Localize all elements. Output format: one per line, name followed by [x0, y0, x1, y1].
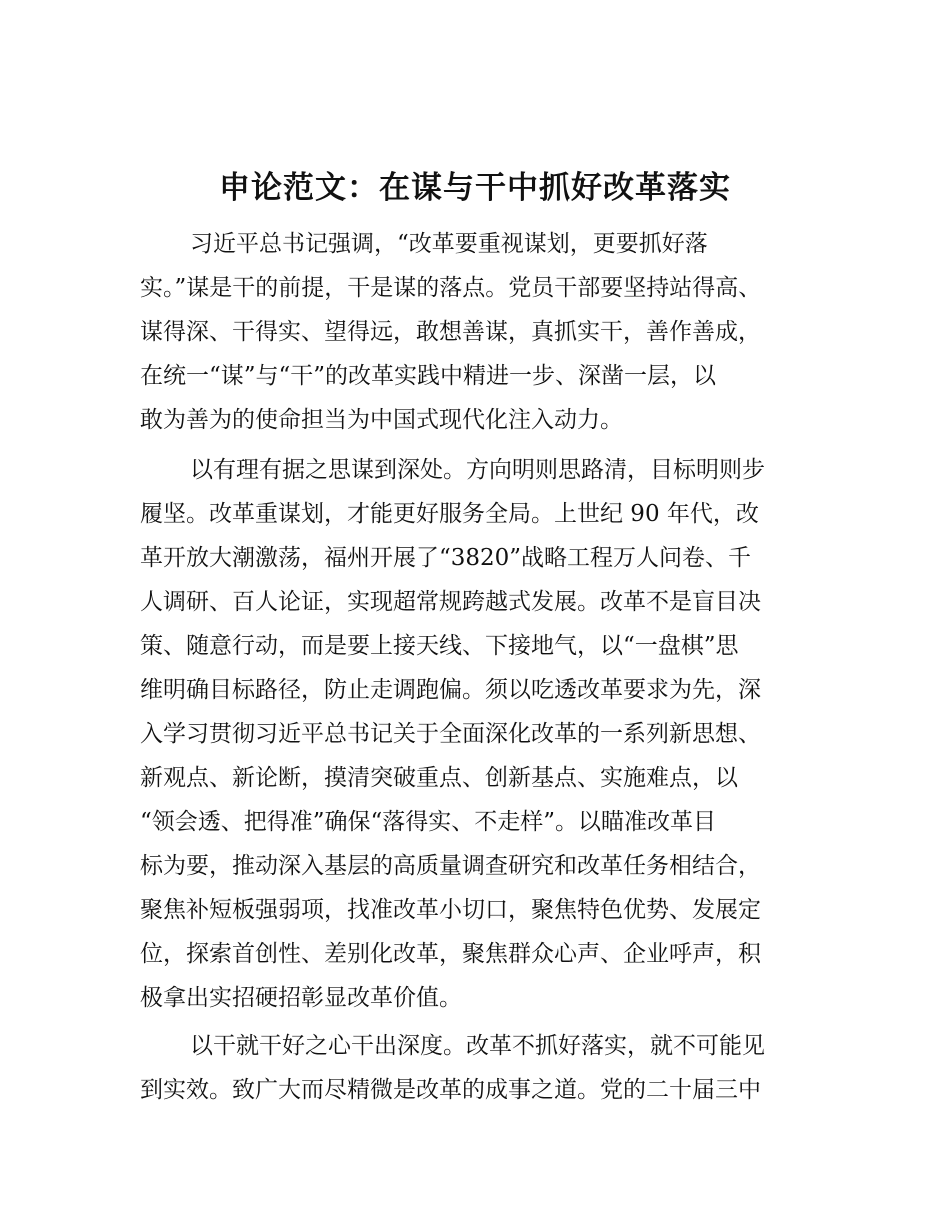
- paragraph-2-line-2: 履坚。改革重谋划，才能更好服务全局。上世纪 90 年代，改: [140, 501, 759, 527]
- paragraph-2-line-9: “领会透、把得准”确保“落得实、不走样”。以瞄准改革目: [140, 809, 717, 835]
- paragraph-2-line-10: 标为要，推动深入基层的高质量调查研究和改革任务相结合，: [140, 853, 761, 879]
- paragraph-2-line-4: 人调研、百人论证，实现超常规跨越式发展。改革不是盲目决: [140, 589, 761, 615]
- paragraph-2-line-6: 维明确目标路径，防止走调跑偏。须以吃透改革要求为先，深: [140, 677, 761, 703]
- document-title: 申论范文：在谋与干中抓好改革落实: [219, 170, 731, 206]
- paragraph-3-line-1: 以干就干好之心干出深度。改革不抓好落实，就不可能见: [190, 1033, 765, 1059]
- paragraph-1-line-1: 习近平总书记强调，“改革要重视谋划，更要抓好落: [190, 231, 708, 257]
- paragraph-2-line-5: 策、随意行动，而是要上接天线、下接地气，以“一盘棋”思: [140, 633, 739, 659]
- paragraph-1-line-3: 谋得深、干得实、望得远，敢想善谋，真抓实干，善作善成，: [140, 319, 761, 345]
- paragraph-1-line-5: 敢为善为的使命担当为中国式现代化注入动力。: [140, 407, 623, 433]
- paragraph-2-line-11: 聚焦补短板强弱项，找准改革小切口，聚焦特色优势、发展定: [140, 897, 761, 923]
- paragraph-1-line-2: 实。”谋是干的前提，干是谋的落点。党员干部要坚持站得高、: [140, 275, 762, 301]
- paragraph-2-line-8: 新观点、新论断，摸清突破重点、创新基点、实施难点，以: [140, 765, 738, 791]
- paragraph-2-line-1: 以有理有据之思谋到深处。方向明则思路清，目标明则步: [190, 457, 765, 483]
- paragraph-2-line-12: 位，探索首创性、差别化改革，聚焦群众心声、企业呼声，积: [140, 941, 761, 967]
- paragraph-3-line-2: 到实效。致广大而尽精微是改革的成事之道。党的二十届三中: [140, 1077, 761, 1103]
- paragraph-2-line-13: 极拿出实招硬招彰显改革价值。: [140, 985, 462, 1011]
- paragraph-2-line-3: 革开放大潮激荡，福州开展了“3820”战略工程万人问卷、千: [140, 545, 752, 571]
- paragraph-1-line-4: 在统一“谋”与“干”的改革实践中精进一步、深凿一层，以: [140, 363, 717, 389]
- paragraph-2-line-7: 入学习贯彻习近平总书记关于全面深化改革的一系列新思想、: [140, 721, 761, 747]
